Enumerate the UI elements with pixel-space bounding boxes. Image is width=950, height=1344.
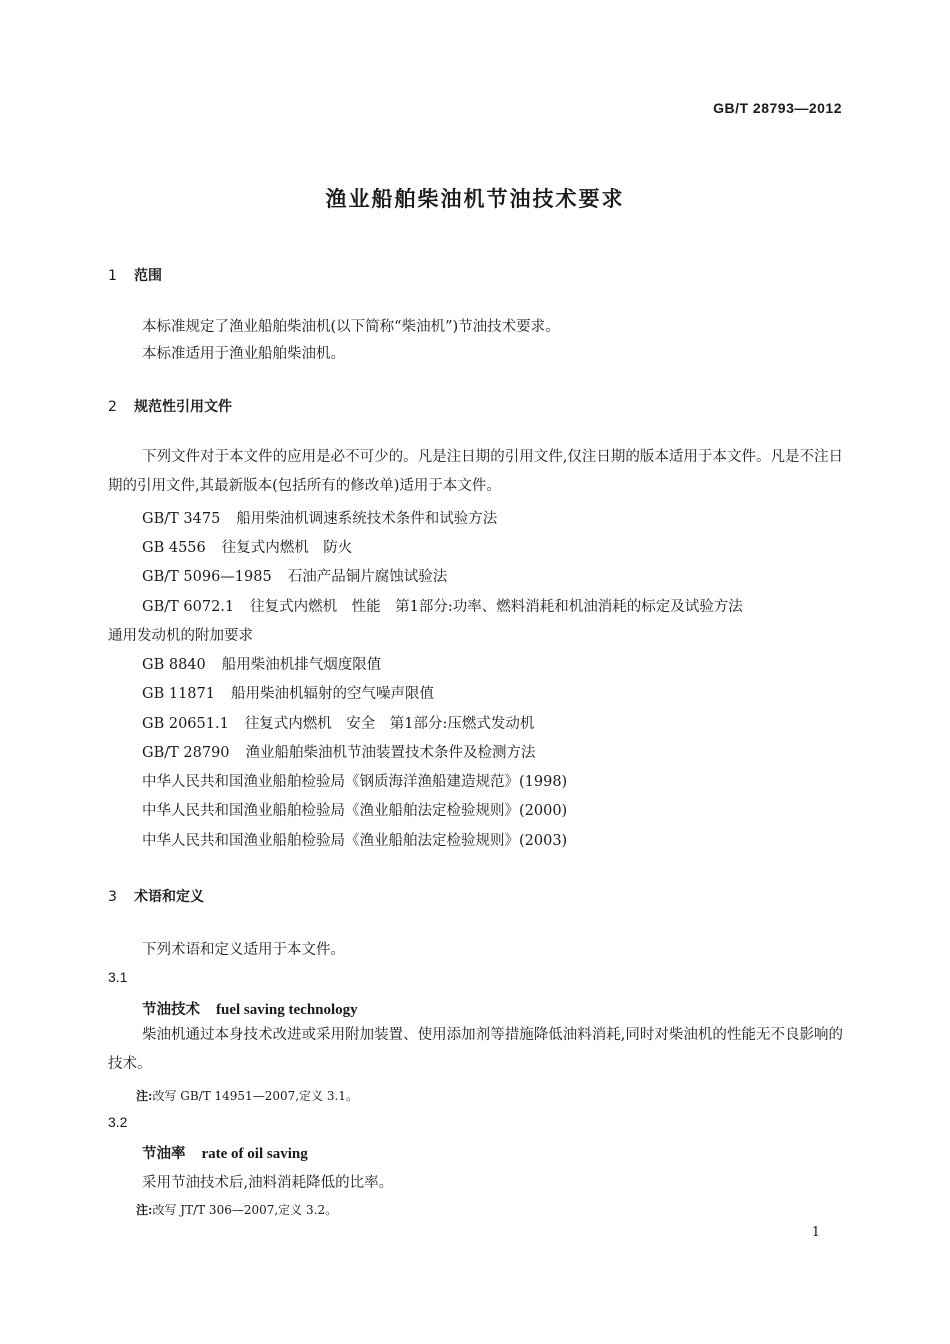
reference-code: GB/T 3475 xyxy=(142,511,221,527)
term-en: fuel saving technology xyxy=(216,1002,358,1018)
reference-item xyxy=(142,682,434,703)
standard-number: GB/T 28793—2012 xyxy=(713,100,842,116)
document-title: 渔业船舶柴油机节油技术要求 xyxy=(325,187,625,211)
scope-paragraph-2: 本标准适用于渔业船舶柴油机。 xyxy=(142,346,345,362)
term-heading xyxy=(142,1142,308,1163)
reference-title: 往复式内燃机 性能 第1部分:功率、燃料消耗和机油消耗的标定及试验方法 xyxy=(250,599,743,615)
note-label: 注: xyxy=(136,1089,153,1103)
section-title: 范围 xyxy=(134,268,162,284)
note-text: 改写 GB/T 14951—2007,定义 3.1。 xyxy=(152,1089,358,1103)
reference-item xyxy=(142,741,536,762)
reference-title: 船用柴油机辐射的空气噪声限值 xyxy=(230,686,434,702)
term-definition: 柴油机通过本身技术改进或采用附加装置、使用添加剂等措施降低油料消耗,同时对柴油机的性能无不良影响的技术。 xyxy=(108,1027,843,1072)
references-intro: 下列文件对于本文件的应用是必不可少的。凡是注日期的引用文件,仅注日期的版本适用于本文件。凡是不注日期的引用文件,其最新版本(包括所有的修改单)适用于本文件。 xyxy=(108,449,843,494)
reference-item xyxy=(142,770,567,791)
reference-item xyxy=(142,829,567,850)
reference-code: GB/T 5096—1985 xyxy=(142,569,272,585)
reference-code: GB/T 6072.1 xyxy=(142,599,235,615)
reference-title: 往复式内燃机 安全 第1部分:压燃式发动机 xyxy=(244,716,535,732)
reference-code: GB 8840 xyxy=(142,657,206,673)
section-title: 术语和定义 xyxy=(134,889,204,905)
note-label: 注: xyxy=(136,1203,153,1217)
term-note xyxy=(136,1087,358,1104)
section-1-heading xyxy=(108,265,162,285)
reference-title: 船用柴油机调速系统技术条件和试验方法 xyxy=(236,511,498,527)
term-definition: 采用节油技术后,油料消耗降低的比率。 xyxy=(142,1175,394,1191)
term-note xyxy=(136,1201,337,1218)
reference-item xyxy=(142,507,497,528)
terms-intro: 下列术语和定义适用于本文件。 xyxy=(142,942,345,958)
section-2-heading xyxy=(108,396,232,416)
term-zh: 节油率 xyxy=(142,1145,186,1162)
reference-title: 船用柴油机排气烟度限值 xyxy=(221,657,382,673)
reference-item xyxy=(142,653,381,674)
reference-title: 中华人民共和国渔业船舶检验局《渔业船舶法定检验规则》(2000) xyxy=(142,803,568,819)
reference-title: 中华人民共和国渔业船舶检验局《渔业船舶法定检验规则》(2003) xyxy=(142,833,568,849)
reference-item-continuation: 通用发动机的附加要求 xyxy=(108,628,253,644)
section-number: 2 xyxy=(108,399,117,415)
section-number: 3 xyxy=(108,889,117,905)
reference-item xyxy=(142,712,534,733)
scope-paragraph-1: 本标准规定了渔业船舶柴油机(以下简称“柴油机”)节油技术要求。 xyxy=(142,319,560,335)
reference-code: GB/T 28790 xyxy=(142,745,230,761)
section-title: 规范性引用文件 xyxy=(134,399,232,415)
clause-number: 3.1 xyxy=(108,969,128,985)
section-3-heading xyxy=(108,886,204,906)
reference-item xyxy=(142,595,743,616)
reference-item xyxy=(142,536,352,557)
term-zh: 节油技术 xyxy=(142,1001,200,1018)
note-text: 改写 JT/T 306—2007,定义 3.2。 xyxy=(152,1203,338,1217)
reference-item xyxy=(142,565,447,586)
reference-title: 中华人民共和国渔业船舶检验局《钢质海洋渔船建造规范》(1998) xyxy=(142,774,568,790)
term-heading xyxy=(142,998,358,1019)
reference-code: GB 20651.1 xyxy=(142,716,229,732)
reference-code: GB 11871 xyxy=(142,686,215,702)
page-number: 1 xyxy=(811,1225,820,1240)
reference-title: 往复式内燃机 防火 xyxy=(221,540,353,556)
term-en: rate of oil saving xyxy=(201,1146,308,1162)
reference-title: 渔业船舶柴油机节油装置技术条件及检测方法 xyxy=(245,745,536,761)
section-number: 1 xyxy=(108,268,117,284)
reference-title: 石油产品铜片腐蚀试验法 xyxy=(287,569,448,585)
reference-code: GB 4556 xyxy=(142,540,206,556)
reference-item xyxy=(142,799,567,820)
clause-number: 3.2 xyxy=(108,1114,128,1130)
